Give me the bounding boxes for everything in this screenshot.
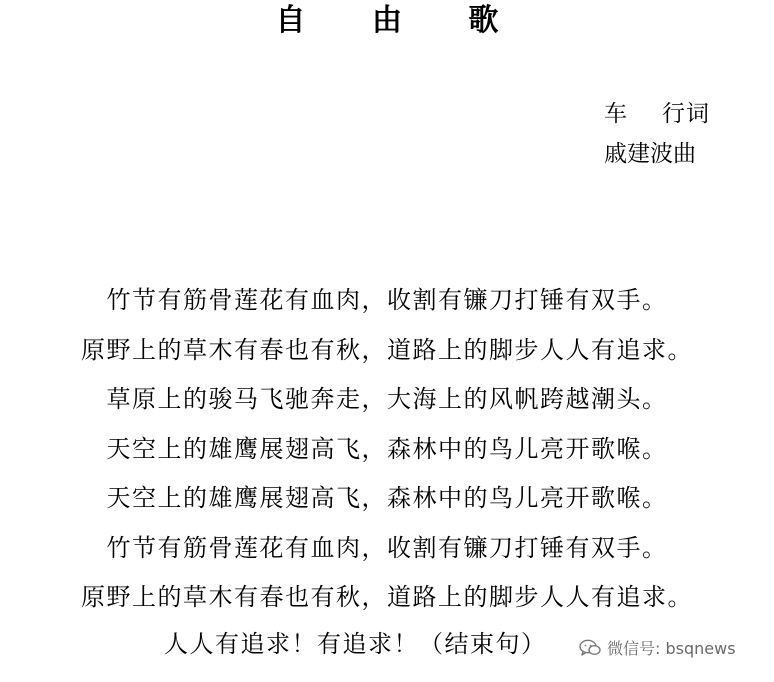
lyricist-name: 车: [604, 101, 628, 127]
lyric-line: 竹节有筋骨莲花有血肉，收割有镰刀打锤有双手。: [106, 286, 668, 314]
lyricist-credit: [604, 94, 710, 134]
composer-credit: 戚建波曲: [604, 141, 696, 167]
lyric-line: 原野上的草木有春也有秋，道路上的脚步人人有追求。: [81, 335, 693, 364]
lyrics-block: [0, 276, 774, 623]
lyric-line: 草原上的骏马飞驰奔走，大海上的风帆跨越潮头。: [106, 385, 668, 413]
song-title: 自 由 歌: [275, 3, 527, 38]
credits: [604, 94, 710, 174]
lyric-line: 天空上的雄鹰展翅高飞，森林中的鸟儿亮开歌喉。: [106, 484, 668, 512]
lyric-line: 原野上的草木有春也有秋，道路上的脚步人人有追求。: [81, 583, 693, 611]
lyricist-role: 行词: [662, 101, 710, 127]
wechat-icon: [579, 639, 601, 657]
ending-line: 人人有追求！有追求！（结束句）: [164, 630, 547, 658]
lyric-line: 天空上的雄鹰展翅高飞，森林中的鸟儿亮开歌喉。: [106, 434, 668, 463]
watermark-text: 微信号: bsqnews: [607, 639, 736, 658]
lyric-line: 竹节有筋骨莲花有血肉，收割有镰刀打锤有双手。: [106, 533, 668, 562]
wechat-watermark: [575, 634, 740, 661]
